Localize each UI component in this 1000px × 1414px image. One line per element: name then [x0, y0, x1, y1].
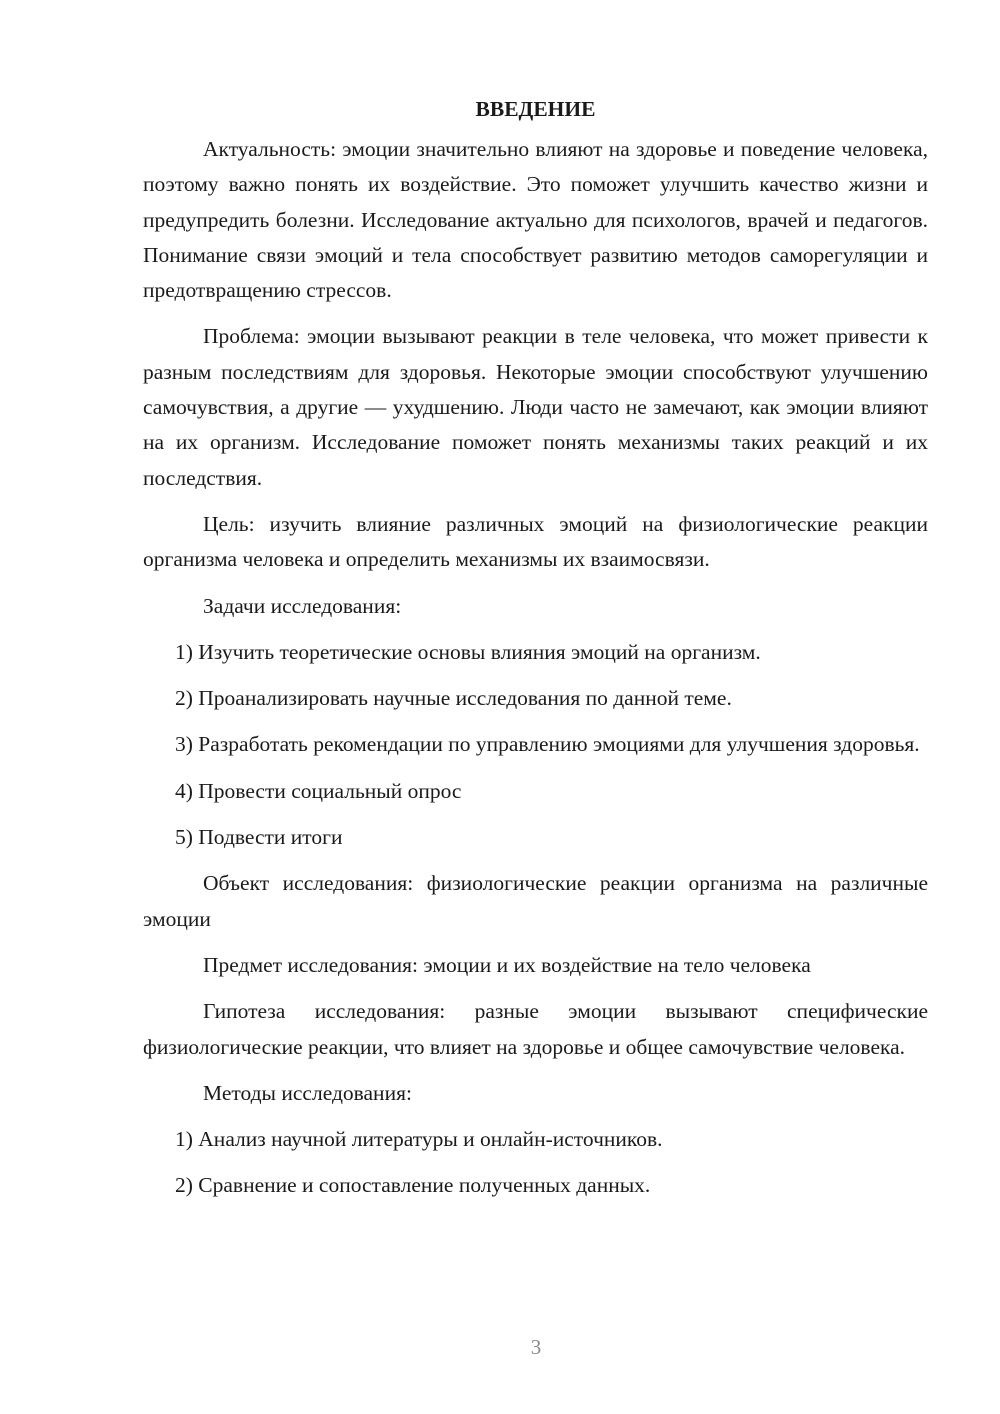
tasks-heading: Задачи исследования: [203, 593, 402, 618]
page-number: 3 [530, 1335, 542, 1359]
object-paragraph: Объект исследования: физиологические реакции организма на различные эмоции [143, 871, 928, 931]
method-item-1: 1) Анализ научной литературы и онлайн-источников. [175, 1127, 663, 1152]
task-item-5: 5) Подвести итоги [175, 825, 343, 850]
task-item-4: 4) Провести социальный опрос [175, 778, 462, 803]
hypothesis-paragraph: Гипотеза исследования: разные эмоции вызывают специфические физиологические реакции, что влияет на здоровье и общее самочувствие человека. [143, 999, 928, 1059]
method-item-2: 2) Сравнение и сопоставление полученных данных. [175, 1173, 651, 1198]
methods-heading: Методы исследования: [203, 1080, 412, 1105]
problem-paragraph: Проблема: эмоции вызывают реакции в теле человека, что может привести к разным последствиям для здоровья. Некоторые эмоции способствуют улучшению самочувствия, а другие — ухудшению. Люди часто не замечают, как эмоции влияют на их организм. Исследование поможет понять механизмы таких реакций и их последствия. [143, 324, 928, 490]
page-title: ВВЕДЕНИЕ [475, 97, 596, 121]
page-body [143, 92, 928, 1215]
task-item-1: 1) Изучить теоретические основы влияния эмоций на организм. [175, 639, 761, 664]
task-item-2: 2) Проанализировать научные исследования по данной теме. [175, 686, 732, 711]
relevance-paragraph: Актуальность: эмоции значительно влияют на здоровье и поведение человека, поэтому важно понять их воздействие. Это поможет улучшить качество жизни и предупредить болезни. Исследование актуально для психологов, врачей и педагогов. Понимание связи эмоций и тела способствует развитию методов саморегуляции и предотвращению стрессов. [143, 137, 928, 303]
goal-paragraph: Цель: изучить влияние различных эмоций на физиологические реакции организма человека и определить механизмы их взаимосвязи. [143, 511, 928, 572]
subject-paragraph: Предмет исследования: эмоции и их воздействие на тело человека [203, 952, 811, 977]
task-item-3: 3) Разработать рекомендации по управлению эмоциями для улучшения здоровья. [175, 732, 920, 757]
